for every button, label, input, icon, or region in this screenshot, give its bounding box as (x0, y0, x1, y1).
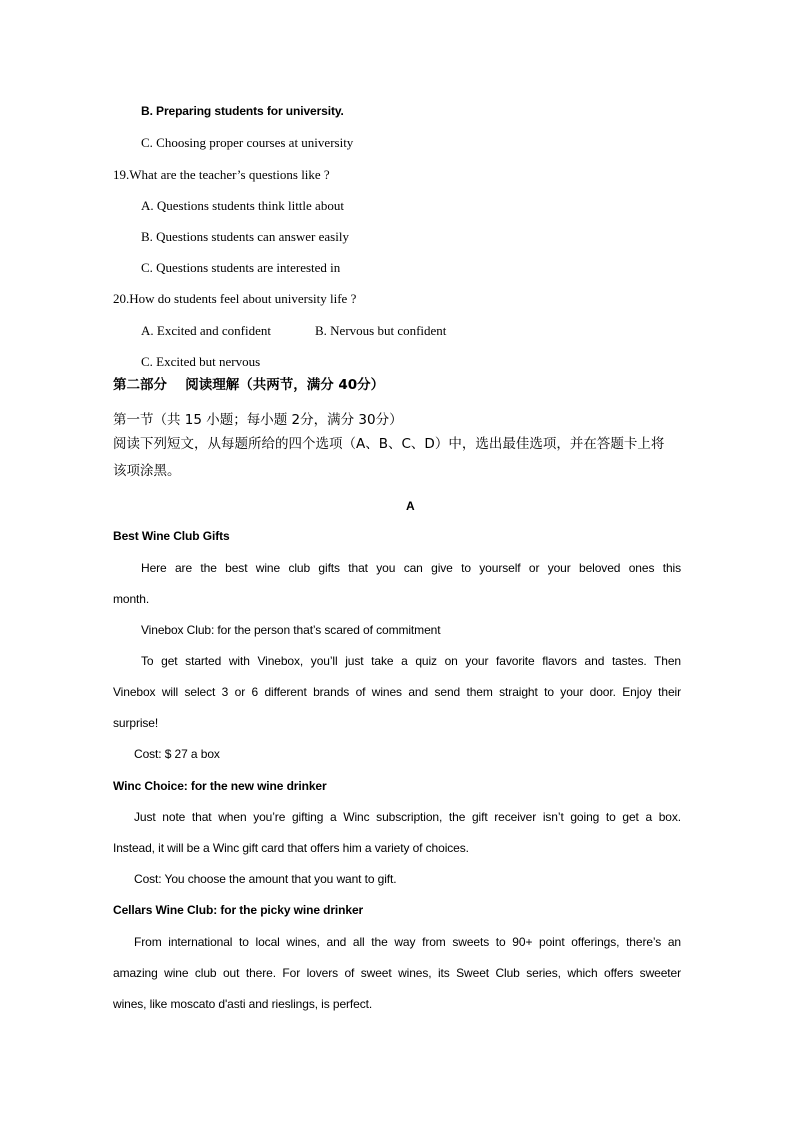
vinebox-line-1: To get started with Vinebox, you’ll just take a quiz on your favorite flavors and tastes. Then (141, 654, 681, 668)
q19-option-a: A. Questions students think little about (141, 198, 344, 213)
section1-heading: 第一节（共 15 小题；每小题 2分，满分 30分） (113, 412, 403, 428)
q19-option-c: C. Questions students are interested in (141, 260, 341, 275)
intro-line-2: month. (113, 592, 150, 606)
winc-line-1: Just note that when you’re gifting a Winc subscription, the gift receiver isn’t going to get a box. (134, 810, 681, 824)
q20-option-b: B. Nervous but confident (315, 323, 447, 338)
instruction-line-2: 该项涂黑。 (113, 463, 181, 479)
q19-option-b: B. Questions students can answer easily (141, 229, 349, 244)
q18-option-c: C. Choosing proper courses at university (141, 135, 354, 150)
cellars-line-1: From international to local wines, and all the way from sweets to 90+ point offerings, there’s an (134, 935, 681, 949)
cellars-heading: Cellars Wine Club: for the picky wine drinker (113, 903, 364, 917)
passage-label: A (406, 499, 415, 513)
passage-title: Best Wine Club Gifts (113, 529, 230, 543)
q20-option-c: C. Excited but nervous (141, 354, 261, 369)
cellars-line-3: wines, like moscato d'asti and rieslings, is perfect. (113, 997, 373, 1011)
vinebox-cost: Cost: $ 27 a box (134, 747, 220, 761)
vinebox-line-2: Vinebox will select 3 or 6 different brands of wines and send them straight to your door. Enjoy their (113, 685, 681, 699)
winc-line-2: Instead, it will be a Winc gift card that offers him a variety of choices. (113, 841, 469, 855)
q18-option-b: B. Preparing students for university. (141, 104, 344, 118)
q20-option-a: A. Excited and confident (141, 323, 271, 338)
vinebox-heading: Vinebox Club: for the person that’s scared of commitment (141, 623, 441, 637)
intro-line-1: Here are the best wine club gifts that you can give to yourself or your beloved ones this (141, 561, 681, 575)
part2-heading: 第二部分 阅读理解（共两节，满分 40分） (113, 377, 385, 393)
q20-question: 20.How do students feel about university life ? (113, 291, 357, 306)
winc-cost: Cost: You choose the amount that you want to gift. (134, 872, 397, 886)
instruction-line-1: 阅读下列短文，从每题所给的四个选项（A、B、C、D）中，选出最佳选项，并在答题卡上将 (113, 436, 665, 452)
winc-heading: Winc Choice: for the new wine drinker (113, 779, 327, 793)
vinebox-line-3: surprise! (113, 716, 159, 730)
q19-question: 19.What are the teacher’s questions like ? (113, 167, 330, 182)
cellars-line-2: amazing wine club out there. For lovers of sweet wines, its Sweet Club series, which offers sweeter (113, 966, 681, 980)
